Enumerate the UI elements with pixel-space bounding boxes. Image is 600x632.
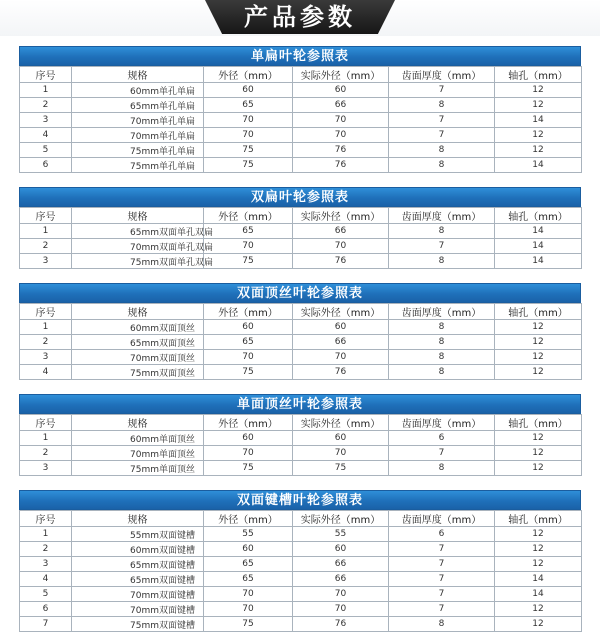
table-cell: 12 [495, 602, 582, 617]
table-row [20, 320, 582, 335]
table-title: 单扁叶轮参照表 [19, 46, 581, 66]
data-table [19, 510, 582, 632]
table-row [20, 128, 582, 143]
table-cell: 65mm双面顶丝 [72, 335, 204, 350]
table-cell: 70 [204, 602, 293, 617]
table-cell: 55mm双面键槽 [72, 527, 204, 542]
table-cell: 75 [204, 254, 293, 269]
table-cell: 7 [389, 542, 495, 557]
column-header: 规格 [72, 304, 204, 320]
table-cell: 12 [495, 542, 582, 557]
table-cell: 7 [20, 617, 72, 632]
table-cell: 1 [20, 527, 72, 542]
table-cell: 65 [204, 335, 293, 350]
table-cell: 70mm单面顶丝 [72, 446, 204, 461]
table-header-row [20, 511, 582, 527]
table-title: 双面键槽叶轮参照表 [19, 490, 581, 510]
table-cell: 70mm双面顶丝 [72, 350, 204, 365]
column-header: 序号 [20, 304, 72, 320]
table-cell: 70mm双面单孔双扁 [72, 239, 204, 254]
table-cell: 14 [495, 572, 582, 587]
table-cell: 60 [293, 431, 389, 446]
table-header-row [20, 415, 582, 431]
table-cell: 12 [495, 128, 582, 143]
table-cell: 6 [389, 431, 495, 446]
data-table [19, 414, 582, 476]
table-row [20, 143, 582, 158]
table-cell: 65mm双面键槽 [72, 557, 204, 572]
table-row [20, 602, 582, 617]
table-cell: 65 [204, 224, 293, 239]
table-cell: 70 [204, 113, 293, 128]
table-cell: 12 [495, 527, 582, 542]
table-cell: 12 [495, 350, 582, 365]
table-cell: 70 [204, 350, 293, 365]
table-cell: 7 [389, 587, 495, 602]
table-cell: 8 [389, 224, 495, 239]
table-cell: 3 [20, 254, 72, 269]
table-cell: 70 [204, 239, 293, 254]
table-cell: 6 [389, 527, 495, 542]
table-row [20, 224, 582, 239]
table-cell: 12 [495, 83, 582, 98]
table-cell: 75 [293, 461, 389, 476]
table-cell: 60 [293, 320, 389, 335]
table-cell: 60 [204, 542, 293, 557]
table-cell: 65mm单孔单扁 [72, 98, 204, 113]
table-row [20, 239, 582, 254]
table-header-row [20, 304, 582, 320]
table-cell: 60mm单孔单扁 [72, 83, 204, 98]
column-header: 实际外径（mm） [293, 304, 389, 320]
table-cell: 76 [293, 158, 389, 173]
column-header: 规格 [72, 415, 204, 431]
table-cell: 70 [293, 587, 389, 602]
table-cell: 12 [495, 320, 582, 335]
table-cell: 12 [495, 617, 582, 632]
column-header: 齿面厚度（mm） [389, 304, 495, 320]
table-cell: 75mm单孔单扁 [72, 143, 204, 158]
table-row [20, 542, 582, 557]
table-cell: 70 [293, 602, 389, 617]
table-cell: 75mm双面键槽 [72, 617, 204, 632]
table-cell: 7 [389, 83, 495, 98]
tables-container [19, 46, 581, 632]
table-row [20, 527, 582, 542]
table-cell: 8 [389, 254, 495, 269]
column-header: 齿面厚度（mm） [389, 415, 495, 431]
table-cell: 12 [495, 461, 582, 476]
table-cell: 75mm双面单孔双扁 [72, 254, 204, 269]
table-title: 双面顶丝叶轮参照表 [19, 283, 581, 303]
table-title: 单面顶丝叶轮参照表 [19, 394, 581, 414]
table-row [20, 365, 582, 380]
table-cell: 75 [204, 617, 293, 632]
column-header: 规格 [72, 511, 204, 527]
table-cell: 8 [389, 335, 495, 350]
spec-table [19, 187, 581, 269]
table-cell: 70 [293, 350, 389, 365]
table-cell: 70mm双面键槽 [72, 587, 204, 602]
table-cell: 70mm单孔单扁 [72, 128, 204, 143]
table-cell: 7 [389, 239, 495, 254]
table-cell: 6 [20, 158, 72, 173]
table-cell: 12 [495, 365, 582, 380]
table-cell: 2 [20, 335, 72, 350]
column-header: 外径（mm） [204, 415, 293, 431]
spec-table [19, 46, 581, 173]
table-row [20, 617, 582, 632]
table-cell: 70mm双面键槽 [72, 602, 204, 617]
table-cell: 8 [389, 320, 495, 335]
table-cell: 66 [293, 557, 389, 572]
column-header: 轴孔（mm） [495, 511, 582, 527]
spec-table [19, 283, 581, 380]
table-cell: 8 [389, 98, 495, 113]
table-cell: 8 [389, 461, 495, 476]
table-cell: 14 [495, 254, 582, 269]
table-cell: 76 [293, 254, 389, 269]
table-cell: 14 [495, 224, 582, 239]
column-header: 外径（mm） [204, 208, 293, 224]
table-cell: 1 [20, 431, 72, 446]
table-cell: 66 [293, 98, 389, 113]
spec-table [19, 490, 581, 632]
table-cell: 75 [204, 461, 293, 476]
table-cell: 75 [204, 158, 293, 173]
table-cell: 12 [495, 335, 582, 350]
table-cell: 70 [293, 113, 389, 128]
table-row [20, 158, 582, 173]
table-cell: 7 [389, 557, 495, 572]
spec-table [19, 394, 581, 476]
table-cell: 12 [495, 446, 582, 461]
column-header: 齿面厚度（mm） [389, 208, 495, 224]
column-header: 序号 [20, 208, 72, 224]
table-cell: 60mm双面顶丝 [72, 320, 204, 335]
table-row [20, 557, 582, 572]
column-header: 轴孔（mm） [495, 304, 582, 320]
table-cell: 4 [20, 572, 72, 587]
table-cell: 14 [495, 587, 582, 602]
table-cell: 75 [204, 365, 293, 380]
table-cell: 1 [20, 224, 72, 239]
table-cell: 76 [293, 365, 389, 380]
table-row [20, 572, 582, 587]
table-row [20, 587, 582, 602]
table-cell: 7 [389, 128, 495, 143]
table-cell: 14 [495, 158, 582, 173]
column-header: 序号 [20, 67, 72, 83]
table-cell: 12 [495, 98, 582, 113]
table-cell: 60 [293, 542, 389, 557]
data-table [19, 66, 582, 173]
page-title: 产品参数 [244, 3, 356, 31]
table-cell: 3 [20, 557, 72, 572]
table-cell: 7 [389, 446, 495, 461]
table-cell: 8 [389, 365, 495, 380]
table-cell: 3 [20, 113, 72, 128]
column-header: 实际外径（mm） [293, 67, 389, 83]
column-header: 齿面厚度（mm） [389, 511, 495, 527]
table-cell: 65 [204, 557, 293, 572]
table-row [20, 335, 582, 350]
table-row [20, 98, 582, 113]
column-header: 序号 [20, 415, 72, 431]
table-row [20, 350, 582, 365]
table-cell: 70 [293, 128, 389, 143]
table-cell: 55 [204, 527, 293, 542]
table-cell: 2 [20, 446, 72, 461]
table-cell: 75mm单面顶丝 [72, 461, 204, 476]
table-cell: 60mm双面键槽 [72, 542, 204, 557]
table-cell: 60mm单面顶丝 [72, 431, 204, 446]
table-header-row [20, 208, 582, 224]
table-cell: 1 [20, 320, 72, 335]
table-cell: 2 [20, 542, 72, 557]
column-header: 轴孔（mm） [495, 415, 582, 431]
table-cell: 8 [389, 350, 495, 365]
table-cell: 76 [293, 143, 389, 158]
data-table [19, 303, 582, 380]
table-cell: 75 [204, 143, 293, 158]
table-cell: 60 [204, 83, 293, 98]
table-cell: 66 [293, 224, 389, 239]
table-cell: 7 [389, 572, 495, 587]
table-cell: 75mm单孔单扁 [72, 158, 204, 173]
table-cell: 5 [20, 587, 72, 602]
table-cell: 2 [20, 98, 72, 113]
table-cell: 70mm单孔单扁 [72, 113, 204, 128]
column-header: 轴孔（mm） [495, 208, 582, 224]
table-row [20, 113, 582, 128]
table-title: 双扁叶轮参照表 [19, 187, 581, 207]
table-cell: 66 [293, 335, 389, 350]
table-cell: 14 [495, 239, 582, 254]
table-cell: 70 [204, 446, 293, 461]
table-cell: 65mm双面键槽 [72, 572, 204, 587]
column-header: 规格 [72, 67, 204, 83]
data-table [19, 207, 582, 269]
table-cell: 6 [20, 602, 72, 617]
table-row [20, 254, 582, 269]
table-cell: 12 [495, 143, 582, 158]
table-cell: 1 [20, 83, 72, 98]
column-header: 实际外径（mm） [293, 415, 389, 431]
column-header: 实际外径（mm） [293, 208, 389, 224]
table-cell: 70 [293, 446, 389, 461]
column-header: 外径（mm） [204, 67, 293, 83]
table-cell: 65mm双面单孔双扁 [72, 224, 204, 239]
table-row [20, 431, 582, 446]
table-cell: 3 [20, 461, 72, 476]
table-cell: 55 [293, 527, 389, 542]
table-cell: 75mm双面顶丝 [72, 365, 204, 380]
table-cell: 60 [204, 320, 293, 335]
table-cell: 60 [293, 83, 389, 98]
column-header: 轴孔（mm） [495, 67, 582, 83]
table-cell: 70 [204, 128, 293, 143]
column-header: 齿面厚度（mm） [389, 67, 495, 83]
column-header: 外径（mm） [204, 511, 293, 527]
table-cell: 7 [389, 602, 495, 617]
table-cell: 8 [389, 143, 495, 158]
table-cell: 8 [389, 158, 495, 173]
table-cell: 70 [204, 587, 293, 602]
table-cell: 8 [389, 617, 495, 632]
table-row [20, 446, 582, 461]
table-header-row [20, 67, 582, 83]
table-cell: 2 [20, 239, 72, 254]
table-cell: 12 [495, 431, 582, 446]
table-cell: 5 [20, 143, 72, 158]
table-cell: 7 [389, 113, 495, 128]
table-cell: 4 [20, 365, 72, 380]
table-cell: 65 [204, 98, 293, 113]
table-cell: 14 [495, 113, 582, 128]
header-banner [0, 0, 600, 36]
table-cell: 66 [293, 572, 389, 587]
table-cell: 12 [495, 557, 582, 572]
table-row [20, 461, 582, 476]
table-cell: 65 [204, 572, 293, 587]
table-cell: 3 [20, 350, 72, 365]
column-header: 规格 [72, 208, 204, 224]
table-cell: 60 [204, 431, 293, 446]
column-header: 序号 [20, 511, 72, 527]
table-cell: 4 [20, 128, 72, 143]
table-cell: 76 [293, 617, 389, 632]
column-header: 外径（mm） [204, 304, 293, 320]
table-cell: 70 [293, 239, 389, 254]
column-header: 实际外径（mm） [293, 511, 389, 527]
table-row [20, 83, 582, 98]
